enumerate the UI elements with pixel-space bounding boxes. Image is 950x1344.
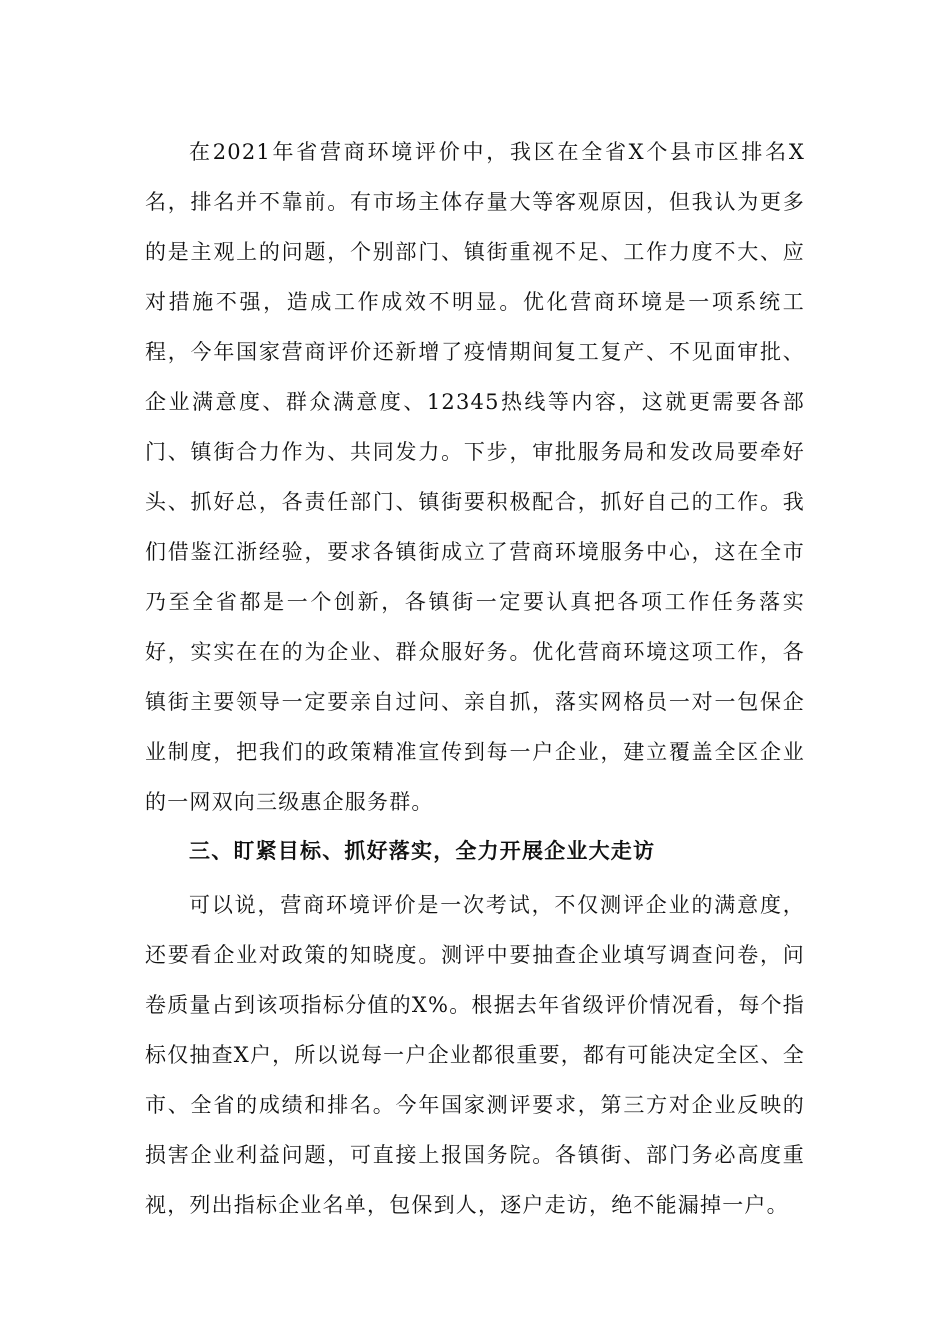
body-paragraph-2: 可以说，营商环境评价是一次考试，不仅测评企业的满意度，还要看企业对政策的知晓度。测评中要抽查企业填写调查问卷，问卷质量占到该项指标分值的X%。根据去年省级评价情况看，每个指标仅抽查X户，所以说每一户企业都很重要，都有可能决定全区、全市、全省的成绩和排名。今年国家测评要求，第三方对企业反映的损害企业利益问题，可直接上报国务院。各镇街、部门务必高度重视，列出指标企业名单，包保到人，逐户走访，绝不能漏掉一户。	[145, 893, 805, 1217]
section-heading: 三、盯紧目标、抓好落实，全力开展企业大走访	[189, 839, 656, 863]
body-paragraph-1: 在2021年省营商环境评价中，我区在全省X个县市区排名X名，排名并不靠前。有市场主体存量大等客观原因，但我认为更多的是主观上的问题，个别部门、镇街重视不足、工作力度不大、应对措施不强，造成工作成效不明显。优化营商环境是一项系统工程，今年国家营商评价还新增了疫情期间复工复产、不见面审批、企业满意度、群众满意度、12345热线等内容，这就更需要各部门、镇街合力作为、共同发力。下步，审批服务局和发改局要牵好头、抓好总，各责任部门、镇街要积极配合，抓好自己的工作。我们借鉴江浙经验，要求各镇街成立了营商环境服务中心，这在全市乃至全省都是一个创新，各镇街一定要认真把各项工作任务落实好，实实在在的为企业、群众服好务。优化营商环境这项工作，各镇街主要领导一定要亲自过问、亲自抓，落实网格员一对一包保企业制度，把我们的政策精准宣传到每一户企业，建立覆盖全区企业的一网双向三级惠企服务群。	[145, 140, 805, 814]
